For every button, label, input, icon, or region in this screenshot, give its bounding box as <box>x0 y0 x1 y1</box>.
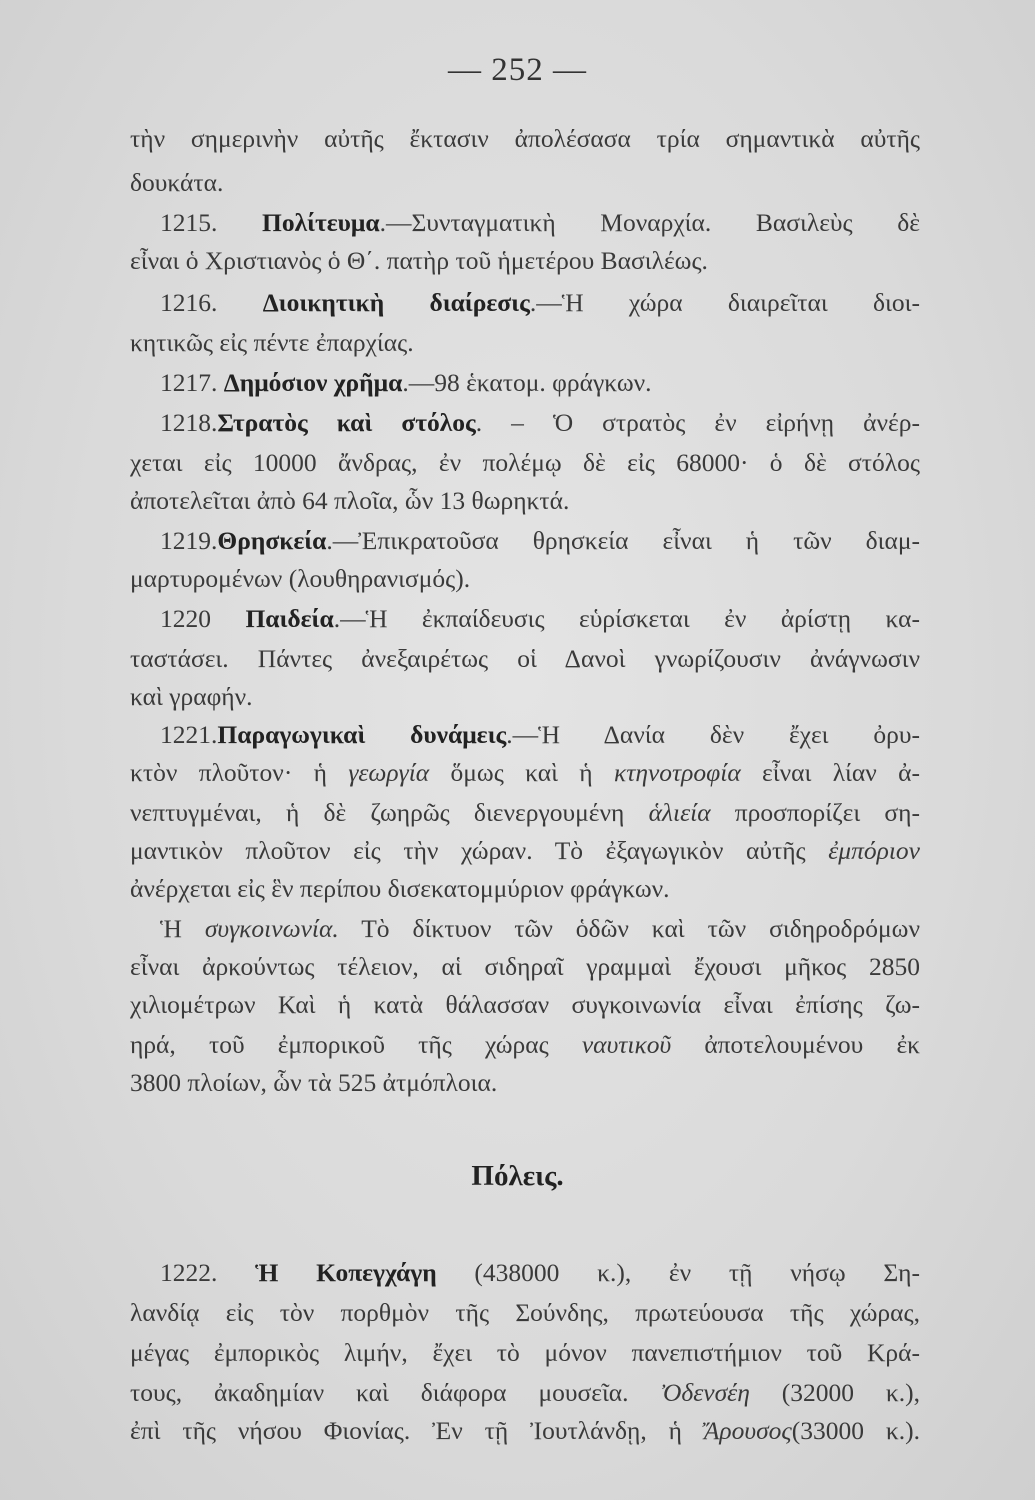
text-line: ταστάσει. Πάντες ἀνεξαιρέτως οἱ Δανοὶ γνωρίζουσιν ἀνάγνωσιν <box>130 644 920 673</box>
italic-term: ναυτικοῦ <box>581 1030 672 1059</box>
section-heading: Θρησκεία <box>217 526 327 555</box>
text-line <box>130 1414 920 1448</box>
text-line: τὴν σημερινὴν αὐτῆς ἔκτασιν ἀπολέσασα τρία σημαντικὰ αὐτῆς <box>130 124 920 153</box>
text-line: 3800 πλοίων, ὧν τὰ 525 ἀτμόπλοια. <box>130 1068 498 1097</box>
text-span: (33000 κ.). <box>791 1416 920 1445</box>
section-1216 <box>160 286 920 320</box>
text-span: μαντικὸν πλοῦτον εἰς τὴν χώραν. Τὸ ἐξαγωγικὸν αὐτῆς <box>130 836 829 865</box>
section-text: .—Ἡ χώρα διαιρεῖται διοι- <box>529 288 921 317</box>
section-1220 <box>160 602 920 636</box>
section-heading: Παιδεία <box>245 604 334 633</box>
text-line <box>130 756 920 790</box>
text-span: προσπορίζει ση- <box>710 798 920 827</box>
italic-term: Ἄρουσος <box>703 1416 792 1445</box>
text-span: τους, ἀκαδημίαν καὶ διάφορα μουσεῖα. <box>130 1378 661 1407</box>
text-span: ἀποτελουμένου ἐκ <box>671 1030 921 1059</box>
section-heading: Στρατὸς καὶ στόλος <box>217 408 476 437</box>
section-number: 1220 <box>160 604 211 633</box>
italic-term: γεωργία <box>348 758 430 787</box>
section-number: 1216. <box>160 288 218 317</box>
section-1217 <box>160 366 920 400</box>
italic-term: Ὀδενσέη <box>660 1378 750 1407</box>
section-1215 <box>160 206 920 240</box>
text-line: ἀποτελεῖται ἀπὸ 64 πλοῖα, ὧν 13 θωρηκτά. <box>130 486 570 515</box>
italic-term: ἁλιεία <box>648 798 711 827</box>
text-span: Ἡ <box>160 914 205 943</box>
section-1219 <box>160 524 920 558</box>
text-line <box>130 796 920 830</box>
section-number: 1215. <box>160 208 218 237</box>
text-span: κτὸν πλοῦτον· ἡ <box>130 758 349 787</box>
text-span: ἐπὶ τῆς νήσου Φιονίας. Ἐν τῇ Ἰουτλάνδῃ, ἡ <box>130 1416 704 1445</box>
section-heading: Παραγωγικαὶ δυνάμεις <box>217 720 507 749</box>
text-line <box>130 1028 920 1062</box>
text-line: μέγας ἐμπορικὸς λιμήν, ἔχει τὸ μόνον πανεπιστήμιον τοῦ Κρά- <box>130 1338 920 1367</box>
text-line: δουκάτα. <box>130 168 224 197</box>
text-line: λανδίᾳ εἰς τὸν πορθμὸν τῆς Σούνδης, πρωτεύουσα τῆς χώρας, <box>130 1298 920 1327</box>
section-heading: Δημόσιον χρῆμα <box>223 368 403 397</box>
section-heading: Ἡ Κοπεγχάγη <box>255 1258 437 1287</box>
text-line <box>130 834 920 868</box>
section-text: (438000 κ.), ἐν τῇ νήσῳ Ση- <box>436 1258 920 1287</box>
text-span: ηρά, τοῦ ἐμπορικοῦ τῆς χώρας <box>130 1030 582 1059</box>
text-line <box>160 912 920 946</box>
cities-heading: Πόλεις. <box>471 1160 564 1192</box>
text-line: ἀνέρχεται εἰς ἓν περίπου δισεκατομμύριον φράγκων. <box>130 874 670 903</box>
section-number: 1217. <box>160 368 218 397</box>
section-text: .—Ἡ ἐκπαίδευσις εὑρίσκεται ἐν ἀρίστῃ κα- <box>333 604 920 633</box>
text-span: Τὸ δίκτυον τῶν ὁδῶν καὶ τῶν σιδηροδρόμων <box>338 914 920 943</box>
text-line: μαρτυρομένων (λουθηρανισμός). <box>130 564 471 593</box>
text-line <box>130 1376 920 1410</box>
section-number: 1218. <box>160 408 218 437</box>
italic-term: ἐμπόριον <box>828 836 920 865</box>
section-1218 <box>160 406 920 440</box>
text-span: εἶναι λίαν ἀ- <box>740 758 920 787</box>
italic-term: συγκοινωνία. <box>204 914 339 943</box>
section-heading: Διοικητικὴ διαίρεσις <box>262 288 530 317</box>
text-line: εἶναι ὁ Χριστιανὸς ὁ Θ΄. πατὴρ τοῦ ἡμετέρου Βασιλέως. <box>130 246 708 275</box>
italic-term: κτηνοτροφία <box>613 758 741 787</box>
text-line: χεται εἰς 10000 ἄνδρας, ἐν πολέμῳ δὲ εἰς 68000· ὁ δὲ στόλος <box>130 448 920 477</box>
section-text: .—Ἐπικρατοῦσα θρησκεία εἶναι ἡ τῶν διαμ- <box>326 526 920 555</box>
section-1221 <box>160 718 920 752</box>
text-span: ὅμως καὶ ἡ <box>429 758 614 787</box>
section-1222 <box>160 1256 920 1290</box>
text-span: νεπτυγμέναι, ἡ δὲ ζωηρῶς διενεργουμένη <box>130 798 649 827</box>
section-text: .—98 ἑκατομ. φράγκων. <box>402 368 652 397</box>
section-heading: Πολίτευμα <box>262 208 380 237</box>
text-line: χιλιομέτρων Καὶ ἡ κατὰ θάλασσαν συγκοινωνία εἶναι ἐπίσης ζω- <box>130 990 920 1019</box>
section-text: .—Ἡ Δανία δὲν ἔχει ὀρυ- <box>506 720 920 749</box>
section-text: .—Συνταγματικὴ Μοναρχία. Βασιλεὺς δὲ <box>379 208 920 237</box>
section-number: 1221. <box>160 720 218 749</box>
page-number: — 252 — <box>448 52 587 88</box>
section-number: 1219. <box>160 526 218 555</box>
text-span: (32000 κ.), <box>749 1378 920 1407</box>
text-line: εἶναι ἀρκούντως τέλειον, αἱ σιδηραῖ γραμμαὶ ἔχουσι μῆκος 2850 <box>130 952 920 981</box>
section-number: 1222. <box>160 1258 218 1287</box>
text-line: κητικῶς εἰς πέντε ἐπαρχίας. <box>130 328 414 357</box>
section-text: . – Ὁ στρατὸς ἐν εἰρήνῃ ἀνέρ- <box>475 408 920 437</box>
text-line: καὶ γραφήν. <box>130 682 253 711</box>
